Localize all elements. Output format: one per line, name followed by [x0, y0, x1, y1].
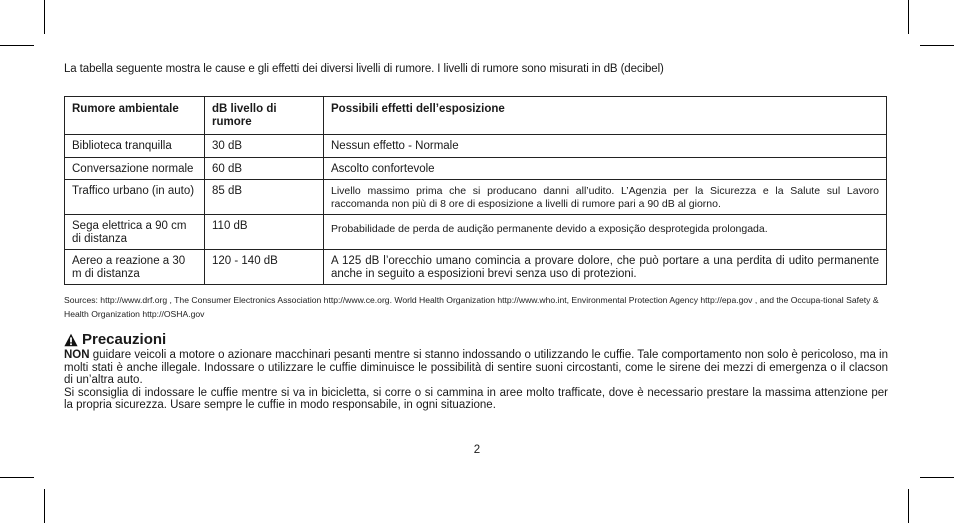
table-cell: Conversazione normale [65, 157, 205, 180]
table-cell: Sega elettrica a 90 cm di distanza [65, 215, 205, 250]
precaution-paragraph [64, 349, 888, 387]
crop-mark [920, 45, 954, 46]
precautions-heading [64, 331, 166, 348]
page-number: 2 [473, 444, 481, 456]
warning-triangle-icon [64, 333, 78, 347]
table-cell: Livello massimo prima che si producano danni all’udito. L’Agenzia per la Sicurezza e la Salute sul Lavoro raccomanda non più di 8 ore di esposizione a livelli di rumore pari a 90 dB al giorno. [324, 180, 887, 215]
warning-emphasis: NON [64, 349, 90, 361]
table-row [65, 157, 887, 180]
table-cell: Probabilidade de perda de audição permanente devido a exposição desprotegida prolongada. [324, 215, 887, 250]
table-header-row [65, 97, 887, 135]
crop-mark [0, 477, 34, 478]
precaution-paragraph: Si sconsiglia di indossare le cuffie mentre si va in bicicletta, si corre o si cammina in aree molto trafficate, dove è necessario prestare la massima attenzione per la propria sicurezza. Usare sempre le cuffie in modo responsabile, in ogni situazione. [64, 386, 888, 412]
sources-note: Sources: http://www.drf.org , The Consumer Electronics Association http://www.ce.org. World Health Organization http://www.who.int, Environmental Protection Agency http://epa.gov , and the Occupa-tional Safety & Health Organization http://OSHA.gov [64, 295, 879, 319]
column-header: Possibili effetti dell’esposizione [324, 97, 887, 135]
table-cell: 30 dB [205, 135, 324, 158]
intro-text: La tabella seguente mostra le cause e gli effetti dei diversi livelli di rumore. I livelli di rumore sono misurati in dB (decibel) [64, 63, 664, 75]
crop-mark [908, 489, 909, 523]
precautions-body [64, 349, 888, 412]
table-row [65, 180, 887, 215]
table-cell: Aereo a reazione a 30 m di distanza [65, 250, 205, 285]
crop-mark [908, 0, 909, 34]
table-cell: 60 dB [205, 157, 324, 180]
table-cell: A 125 dB l’orecchio umano comincia a provare dolore, che può portare a una perdita di udito permanente anche in seguito a esposizioni brevi senza uso di protezioni. [324, 250, 887, 285]
crop-mark [44, 489, 45, 523]
column-header: Rumore ambientale [65, 97, 205, 135]
table-cell: Nessun effetto - Normale [324, 135, 887, 158]
table-row [65, 215, 887, 250]
table-cell: 120 - 140 dB [205, 250, 324, 285]
table-cell: 110 dB [205, 215, 324, 250]
table-cell: Biblioteca tranquilla [65, 135, 205, 158]
precautions-title: Precauzioni [82, 331, 167, 348]
crop-mark [44, 0, 45, 34]
table-cell: Ascolto confortevole [324, 157, 887, 180]
crop-mark [0, 45, 34, 46]
table-cell: 85 dB [205, 180, 324, 215]
table-row [65, 250, 887, 285]
precaution-text: guidare veicoli a motore o azionare macchinari pesanti mentre si stanno indossando o utilizzando le cuffie. Tale comportamento non solo è pericoloso, ma in molti stati è anche illegale. Indossare o utilizzare le cuffie diminuisce le possibilità di sentire suoni circostanti, come le sirene dei mezzi di emergenza o il clacson di un’altra auto. [64, 349, 888, 387]
table-cell: Traffico urbano (in auto) [65, 180, 205, 215]
crop-mark [920, 477, 954, 478]
noise-table [64, 96, 887, 285]
table-row [65, 135, 887, 158]
column-header: dB livello di rumore [205, 97, 324, 135]
